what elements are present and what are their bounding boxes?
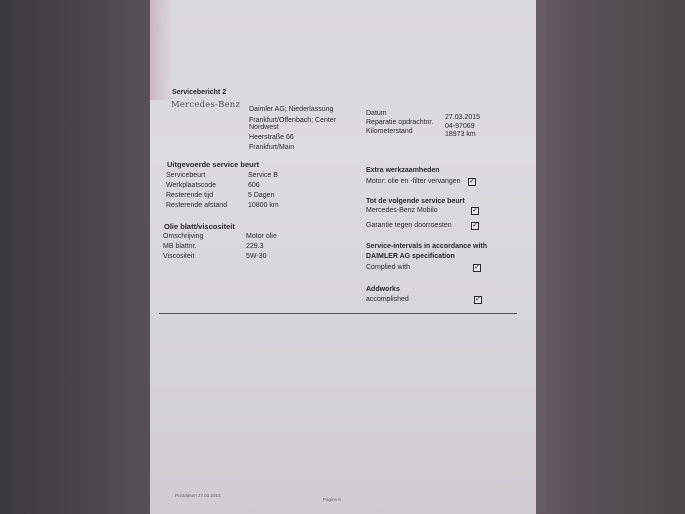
service-heading: Uitgevoerde service beurt xyxy=(167,160,260,169)
extra-heading: Extra werkzaamheden xyxy=(366,167,440,174)
footer-print-date: Printdatum 27.03.2015 xyxy=(175,493,221,498)
intervals-heading-line2: DAIMLER AG specification xyxy=(366,253,455,260)
extra-item: Motor: olie en -filter vervangen xyxy=(366,178,461,185)
oil-value: 229.3 xyxy=(246,243,264,250)
intervals-item: Complied with xyxy=(366,264,410,271)
info-label: Kilometerstand xyxy=(366,128,413,135)
dealer-line: Daimler AG; Niederlassung xyxy=(249,106,334,113)
oil-value: Motor olie xyxy=(246,233,277,240)
oil-label: Viscositeit xyxy=(163,253,195,260)
next-service-checkbox: ✓ xyxy=(472,207,478,214)
service-value: 606 xyxy=(248,182,260,189)
document-page xyxy=(150,0,536,514)
next-service-heading: Tot de volgende service beurt xyxy=(366,198,465,205)
dealer-line: Frankfurt/Offenbach; Center xyxy=(249,117,337,124)
service-value: 5 Dagen xyxy=(248,192,275,199)
intervals-checkbox: ✓ xyxy=(474,264,480,271)
next-service-checkbox: ✓ xyxy=(472,222,478,229)
dealer-line: Frankfurt/Main xyxy=(249,144,295,151)
service-value: 10800 km xyxy=(248,202,279,209)
info-label: Datum xyxy=(366,110,387,117)
background-right xyxy=(520,0,685,514)
service-value: Service B xyxy=(248,172,278,179)
service-label: Resterende afstand xyxy=(166,202,228,209)
oil-label: MB blattnr. xyxy=(163,243,197,250)
next-service-item: Mercedes-Benz Mobilo xyxy=(366,207,438,214)
next-service-item: Garantie tegen doorroesten xyxy=(366,222,452,229)
dealer-line: Heerstraße 66 xyxy=(249,134,294,141)
intervals-heading: Service-intervals in accordance with xyxy=(366,243,487,250)
info-value: 18973 km xyxy=(445,131,476,138)
brand-logo-text: Mercedes-Benz xyxy=(171,100,241,110)
extra-checkbox: ✓ xyxy=(469,178,475,185)
oil-value: 5W-30 xyxy=(246,253,267,260)
footer-page-number: Pagina 6 xyxy=(323,497,341,502)
info-value: 04-97069 xyxy=(445,123,475,130)
divider-line xyxy=(159,313,517,314)
page-shadow xyxy=(150,0,172,100)
addworks-item: accomplished xyxy=(366,296,409,303)
addworks-checkbox: ✓ xyxy=(475,296,481,303)
info-label: Reparatie opdrachtnr. xyxy=(366,119,434,126)
oil-label: Omschrijving xyxy=(163,233,204,240)
addworks-heading: Addworks xyxy=(366,286,400,293)
info-value: 27.03.2015 xyxy=(445,114,481,121)
service-label: Servicebeurt xyxy=(166,172,206,179)
service-label: Werkplaatscode xyxy=(166,182,217,189)
oil-heading: Olie blatt/viscositeit xyxy=(164,222,235,231)
document-title: Servicebericht 2 xyxy=(172,89,227,96)
background-left xyxy=(0,0,160,514)
dealer-line: Nordwest xyxy=(249,124,279,131)
service-label: Resterende tijd xyxy=(166,192,214,199)
